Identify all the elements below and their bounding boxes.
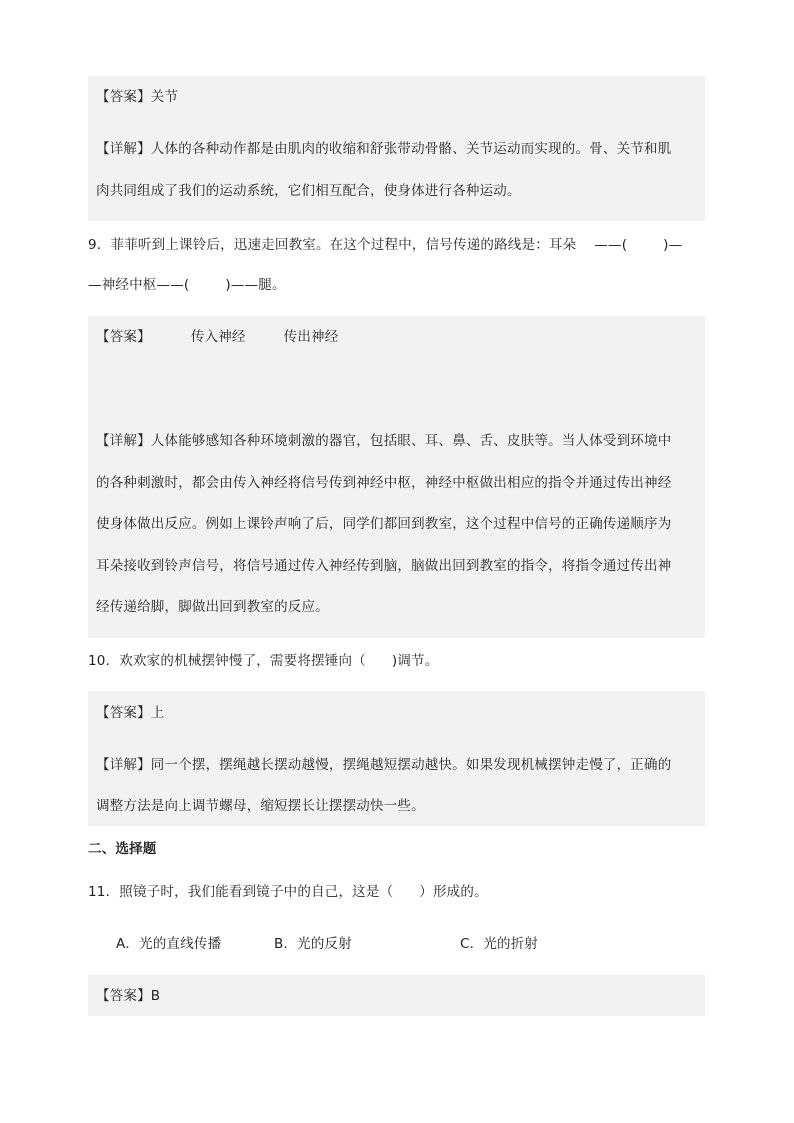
q9-detail-line-1: 【详解】人体能够感知各种环境刺激的器官，包括眼、耳、鼻、舌、皮肤等。当人体受到环境中 — [96, 433, 672, 449]
q9-answer-2: 传出神经 — [283, 329, 339, 345]
q11-stem-text: 11．照镜子时，我们能看到镜子中的自己，这是（ — [88, 884, 394, 900]
q9-arrow-2: )— — [663, 237, 683, 253]
q9-detail-line-5: 经传递给脚，脚做出回到教室的反应。 — [96, 599, 329, 615]
q9-stem-center: —神经中枢——( — [88, 277, 190, 293]
q10-detail-line-2: 调整方法是向上调节螺母，缩短摆长让摆摆动快一些。 — [96, 798, 425, 814]
q10-answer: 【答案】上 — [96, 705, 165, 721]
q11-stem — [88, 883, 488, 901]
q9-answer — [96, 328, 338, 346]
q11-stem-end: ）形成的。 — [419, 884, 488, 900]
q9-stem-line-1 — [88, 236, 682, 254]
q9-answer-1: 传入神经 — [190, 329, 246, 345]
q11-option-c: C．光的折射 — [460, 936, 539, 952]
q10-stem-text: 10．欢欢家的机械摆钟慢了，需要将摆锤向（ — [88, 653, 366, 669]
q10-detail-line-1: 【详解】同一个摆，摆绳越长摆动越慢，摆绳越短摆动越快。如果发现机械摆钟走慢了，正确的 — [96, 757, 672, 773]
q9-stem-end: )——腿。 — [225, 277, 286, 293]
q9-detail-line-2: 的各种刺激时，都会由传入神经将信号传到神经中枢，神经中枢做出相应的指令并通过传出神经 — [96, 475, 672, 491]
q11-option-b: B．光的反射 — [274, 936, 352, 952]
section-title: 二、选择题 — [88, 841, 157, 857]
q11-option-a: A．光的直线传播 — [116, 936, 222, 952]
q11-answer: 【答案】B — [96, 988, 161, 1004]
q11-answer-block — [88, 975, 705, 1016]
q9-answer-label: 【答案】 — [96, 329, 151, 345]
q8-answer: 【答案】关节 — [96, 89, 179, 105]
q8-detail-line-2: 肉共同组成了我们的运动系统，它们相互配合，使身体进行各种运动。 — [96, 183, 521, 199]
q9-detail-line-3: 使身体做出反应。例如上课铃声响了后，同学们都回到教室，这个过程中信号的正确传递顺序为 — [96, 516, 672, 532]
q9-stem-text: 9．菲菲听到上课铃后，迅速走回教室。在这个过程中，信号传递的路线是：耳朵 — [88, 237, 577, 253]
q9-arrow-1: ——( — [594, 237, 628, 253]
q10-stem-end: )调节。 — [391, 653, 439, 669]
q8-detail-line-1: 【详解】人体的各种动作都是由肌肉的收缩和舒张带动骨骼、关节运动而实现的。骨、关节和肌 — [96, 141, 672, 157]
q9-detail-line-4: 耳朵接收到铃声信号，将信号通过传入神经传到脑，脑做出回到教室的指令，将指令通过传出神 — [96, 558, 672, 574]
q9-stem-line-2 — [88, 276, 286, 294]
q10-stem — [88, 652, 438, 670]
